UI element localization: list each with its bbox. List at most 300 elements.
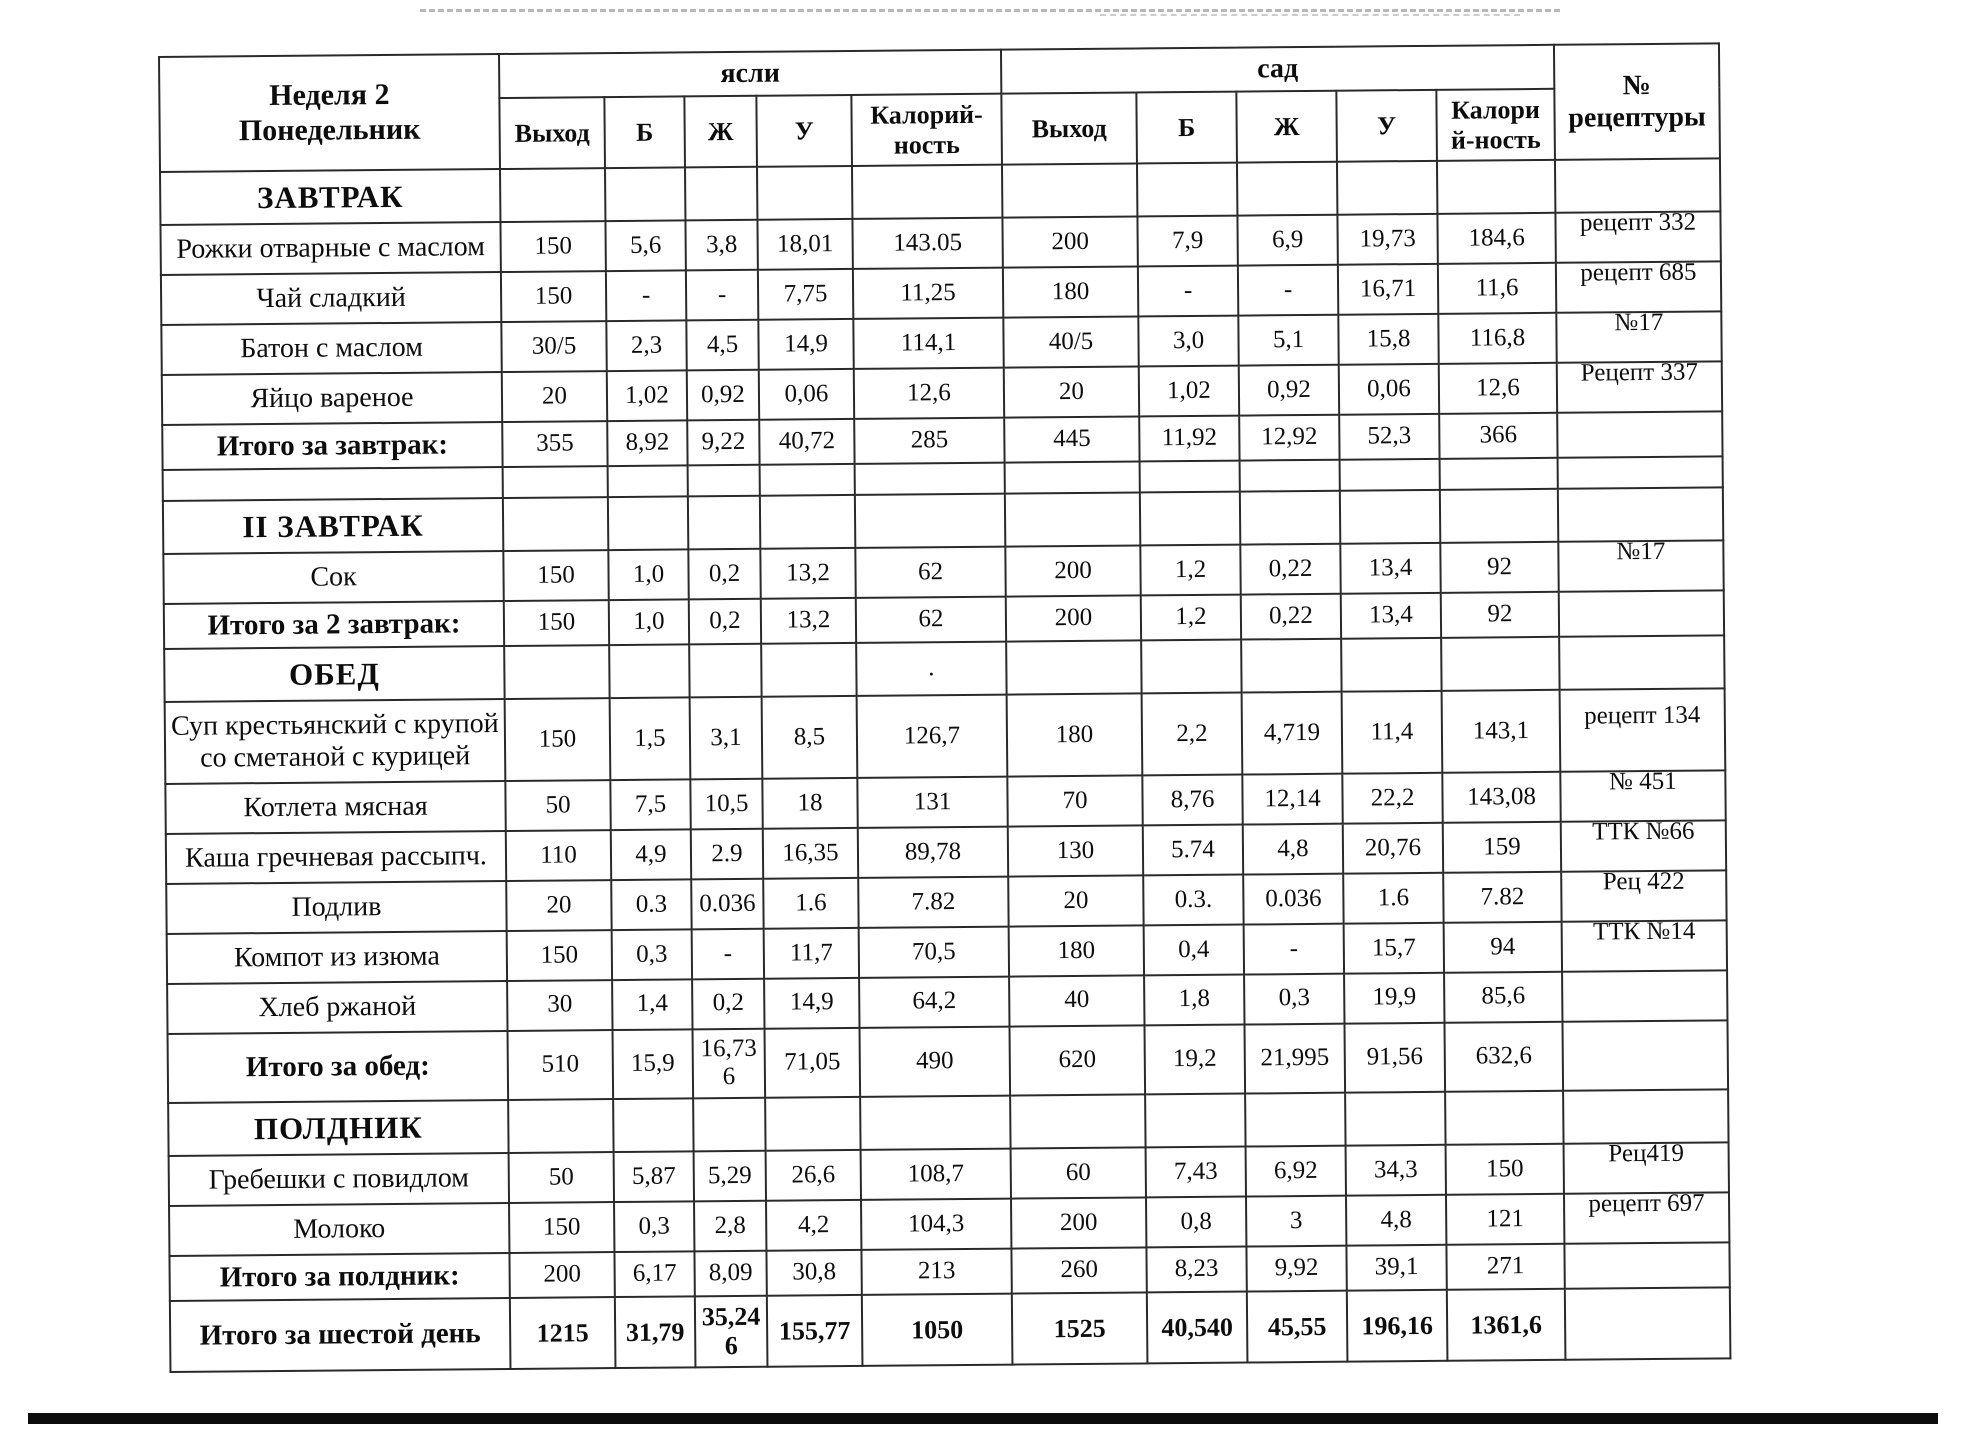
cell-sad-zh: -	[1238, 265, 1338, 316]
menu-table-wrapper	[158, 42, 1731, 1373]
cell-yasli-b: -	[606, 271, 686, 322]
cell-yasli-u: 0,06	[759, 369, 854, 420]
cell-yasli-u: 13,2	[760, 548, 855, 599]
cell-yasli-kcal: 213	[861, 1248, 1011, 1294]
cell-sad-vyhod: 180	[1007, 694, 1143, 777]
col-header-yasli-zh: Ж	[684, 96, 757, 168]
cell-sad-u: 15,8	[1338, 314, 1438, 365]
recipe-ref-text: рецепт 332	[1579, 208, 1697, 237]
cell-yasli-b: 0,3	[614, 1201, 694, 1252]
cell-yasli-vyhod	[504, 645, 609, 699]
cell-recipe-number	[1555, 208, 1720, 263]
cell-recipe-number	[1555, 159, 1720, 214]
cell-sad-zh: 0,22	[1241, 594, 1341, 640]
cell-sad-u	[1345, 1091, 1445, 1145]
cell-yasli-vyhod: 200	[509, 1252, 614, 1298]
cell-sad-b: -	[1138, 266, 1238, 317]
cell-yasli-b: 31,79	[615, 1296, 696, 1368]
cell-yasli-kcal: 70,5	[859, 926, 1009, 977]
cell-yasli-u	[760, 464, 855, 495]
cell-sad-b: 7,9	[1137, 216, 1237, 267]
cell-yasli-b	[608, 496, 688, 550]
cell-yasli-kcal: 89,78	[858, 827, 1008, 878]
cell-sad-vyhod: 200	[1011, 1197, 1146, 1248]
cell-yasli-b: 2,3	[606, 321, 686, 372]
cell-sad-zh	[1240, 490, 1340, 544]
cell-sad-u	[1337, 161, 1437, 215]
cell-yasli-zh: -	[686, 270, 758, 321]
cell-dish-name: Батон с маслом	[161, 322, 501, 375]
col-header-sad-vyhod: Выход	[1001, 92, 1137, 164]
cell-dish-name: II ЗАВТРАК	[163, 498, 503, 554]
cell-yasli-u	[757, 166, 852, 220]
cell-sad-kcal: 143,1	[1442, 690, 1561, 773]
cell-recipe-number	[1564, 1189, 1729, 1243]
cell-yasli-u: 14,9	[764, 978, 859, 1029]
cell-sad-b: 8,76	[1142, 775, 1242, 826]
col-header-yasli-b: Б	[604, 96, 685, 168]
cell-sad-kcal	[1440, 488, 1558, 542]
cell-dish-name: Итого за полдник:	[169, 1253, 509, 1301]
cell-sad-vyhod	[1002, 164, 1137, 219]
cell-sad-vyhod: 20	[1004, 367, 1139, 418]
cell-yasli-vyhod: 150	[503, 550, 608, 601]
cell-dish-name: Котлета мясная	[165, 781, 505, 834]
cell-yasli-b: 1,5	[610, 698, 691, 781]
cell-sad-b: 2,2	[1142, 693, 1243, 776]
cell-yasli-b: 6,17	[614, 1251, 694, 1297]
cell-yasli-zh: 0.036	[691, 879, 763, 930]
cell-sad-u: 4,8	[1346, 1195, 1446, 1246]
cell-yasli-u	[760, 495, 855, 549]
cell-sad-zh: -	[1244, 923, 1344, 974]
cell-yasli-u: 30,8	[766, 1250, 861, 1296]
recipe-ref-text: рецепт 685	[1580, 258, 1697, 287]
cell-recipe-number	[1563, 1089, 1728, 1144]
cell-sad-u: 52,3	[1339, 414, 1439, 460]
cell-sad-zh: 0,3	[1244, 973, 1344, 1024]
cell-sad-vyhod: 620	[1009, 1025, 1145, 1095]
cell-yasli-b: 4,9	[611, 829, 691, 880]
cell-sad-vyhod: 40/5	[1003, 317, 1138, 368]
cell-yasli-b	[605, 168, 685, 222]
cell-recipe-number	[1564, 1242, 1729, 1288]
cell-yasli-zh: 35,246	[695, 1296, 768, 1368]
cell-yasli-kcal	[860, 1095, 1010, 1150]
cell-sad-u: 39,1	[1346, 1245, 1446, 1291]
cell-recipe-number	[1560, 689, 1726, 772]
cell-dish-name: Компот из изюма	[167, 931, 507, 984]
cell-yasli-zh: 9,22	[687, 420, 759, 466]
cell-yasli-zh: -	[692, 929, 764, 980]
cell-yasli-b: 1,0	[608, 549, 688, 600]
cell-sad-zh: 9,92	[1246, 1245, 1346, 1291]
cell-yasli-b: 0.3	[611, 879, 691, 930]
cell-yasli-b: 1,0	[609, 599, 689, 645]
cell-sad-u	[1340, 489, 1440, 543]
cell-sad-kcal	[1440, 458, 1558, 490]
cell-yasli-u: 13,2	[761, 598, 856, 644]
cell-sad-u: 91,56	[1344, 1022, 1445, 1092]
cell-yasli-kcal: 143.05	[852, 218, 1002, 269]
cell-sad-zh	[1237, 162, 1337, 216]
cell-yasli-u: 16,35	[763, 828, 858, 879]
cell-sad-vyhod: 200	[1002, 217, 1137, 268]
cell-sad-u: 19,9	[1344, 973, 1444, 1024]
cell-sad-b: 1,2	[1140, 545, 1240, 596]
cell-sad-b: 19,2	[1144, 1024, 1245, 1094]
cell-yasli-kcal: 1050	[862, 1293, 1013, 1366]
cell-sad-b: 40,540	[1147, 1291, 1248, 1363]
cell-yasli-b: 0,3	[612, 929, 692, 980]
cell-yasli-b: 5,87	[614, 1151, 694, 1202]
cell-yasli-vyhod	[508, 1099, 613, 1153]
cell-recipe-number	[1558, 487, 1723, 542]
cell-yasli-u: 18,01	[757, 219, 852, 270]
cell-dish-name: Итого за обед:	[168, 1031, 509, 1103]
cell-yasli-u	[761, 643, 856, 697]
cell-yasli-kcal: 126,7	[857, 695, 1008, 778]
cell-yasli-kcal: 131	[857, 777, 1007, 828]
cell-yasli-zh: 8,09	[694, 1250, 766, 1296]
cell-sad-zh: 12,14	[1242, 774, 1342, 825]
cell-sad-vyhod	[1005, 462, 1140, 494]
cell-sad-vyhod: 200	[1006, 595, 1141, 641]
col-header-yasli-kcal: Калорий-ность	[851, 94, 1002, 167]
col-header-sad-kcal: Калори й-ность	[1436, 89, 1555, 161]
cell-yasli-vyhod: 150	[504, 600, 609, 646]
cell-yasli-b	[608, 466, 688, 497]
cell-yasli-zh: 2.9	[691, 829, 763, 880]
day-label: Понедельник	[238, 112, 421, 147]
cell-yasli-zh	[689, 644, 761, 698]
cell-yasli-kcal	[855, 493, 1005, 548]
cell-sad-b: 1,8	[1144, 974, 1244, 1025]
cell-dish-name: Яйцо вареное	[162, 372, 502, 425]
cell-sad-zh: 6,9	[1237, 215, 1337, 266]
cell-recipe-number	[1558, 537, 1723, 591]
cell-recipe-number	[1562, 917, 1727, 971]
cell-yasli-kcal: .	[856, 642, 1006, 697]
cell-sad-vyhod: 260	[1011, 1247, 1146, 1293]
cell-yasli-kcal: 104,3	[861, 1198, 1011, 1249]
cell-dish-name: ОБЕД	[164, 646, 504, 702]
cell-yasli-vyhod: 20	[506, 880, 611, 931]
cell-sad-vyhod: 40	[1009, 975, 1144, 1026]
cell-sad-u: 196,16	[1347, 1290, 1448, 1362]
cell-sad-u: 19,73	[1337, 214, 1437, 265]
recipe-ref-text: рецепт 134	[1584, 701, 1701, 730]
cell-sad-kcal: 121	[1446, 1194, 1564, 1245]
col-header-yasli-u: У	[756, 95, 852, 167]
cell-yasli-kcal: 11,25	[853, 268, 1003, 319]
cell-sad-u: 13,4	[1341, 593, 1441, 639]
cell-yasli-vyhod: 50	[505, 780, 610, 831]
cell-sad-kcal: 150	[1446, 1144, 1564, 1195]
recipe-ref-text: рецепт 697	[1588, 1189, 1705, 1218]
cell-dish-name: Чай сладкий	[161, 272, 501, 325]
cell-sad-vyhod: 130	[1008, 825, 1143, 876]
scan-artifact-dashes	[1100, 14, 1520, 16]
cell-sad-kcal	[1437, 160, 1555, 214]
recipe-number-header: № рецептуры	[1554, 43, 1720, 160]
cell-yasli-b	[613, 1098, 693, 1152]
cell-yasli-zh: 0,2	[689, 599, 761, 645]
cell-recipe-number	[1561, 867, 1726, 921]
cell-sad-b	[1137, 163, 1237, 217]
cell-sad-kcal	[1441, 637, 1559, 691]
cell-sad-zh: 45,55	[1247, 1290, 1348, 1362]
cell-sad-u: 34,3	[1346, 1145, 1446, 1196]
cell-yasli-vyhod: 1215	[510, 1297, 616, 1369]
cell-sad-b	[1140, 491, 1240, 545]
cell-yasli-vyhod: 110	[506, 830, 611, 881]
recipe-ref-text: ТТК №66	[1592, 817, 1695, 846]
cell-yasli-vyhod: 50	[509, 1152, 614, 1203]
cell-yasli-b: 1,4	[612, 979, 692, 1030]
cell-yasli-u: 11,7	[764, 928, 859, 979]
cell-yasli-u: 4,2	[766, 1200, 861, 1251]
cell-dish-name: Гребешки с повидлом	[169, 1153, 509, 1206]
cell-recipe-number	[1559, 635, 1724, 690]
cell-yasli-u: 71,05	[765, 1028, 861, 1098]
cell-yasli-kcal: 490	[860, 1026, 1011, 1096]
cell-yasli-kcal: 62	[856, 597, 1006, 643]
week-day-header	[159, 54, 500, 172]
cell-sad-zh: 3	[1246, 1196, 1346, 1247]
cell-sad-u	[1341, 638, 1441, 692]
cell-yasli-kcal: 12,6	[854, 368, 1004, 419]
cell-yasli-zh	[688, 465, 760, 496]
cell-yasli-vyhod: 355	[502, 421, 607, 467]
cell-sad-u: 15,7	[1344, 923, 1444, 974]
cell-yasli-u: 7,75	[758, 269, 853, 320]
cell-sad-vyhod: 20	[1008, 875, 1143, 926]
cell-sad-b: 8,23	[1146, 1246, 1246, 1292]
cell-yasli-u: 155,77	[767, 1295, 863, 1367]
cell-sad-zh: 0,92	[1239, 365, 1339, 416]
cell-yasli-kcal: 114,1	[853, 318, 1003, 369]
cell-recipe-number	[1558, 457, 1723, 489]
cell-sad-b: 0,4	[1144, 924, 1244, 975]
recipe-ref-text: №17	[1614, 308, 1664, 337]
recipe-ref-text: Рец419	[1608, 1139, 1685, 1168]
cell-yasli-u: 18	[762, 778, 857, 829]
cell-sad-vyhod: 180	[1009, 925, 1144, 976]
cell-sad-kcal: 94	[1444, 922, 1562, 973]
cell-yasli-vyhod: 150	[505, 698, 611, 781]
cell-recipe-number	[1561, 817, 1726, 871]
cell-sad-u: 13,4	[1340, 543, 1440, 594]
cell-sad-zh: 21,995	[1244, 1023, 1345, 1093]
cell-yasli-vyhod: 150	[501, 271, 606, 322]
cell-yasli-zh: 3,8	[685, 220, 757, 271]
cell-yasli-zh	[693, 1097, 765, 1151]
cell-recipe-number	[1557, 358, 1722, 413]
group-header-sad: сад	[1001, 45, 1554, 94]
cell-yasli-kcal: 7.82	[858, 877, 1008, 928]
recipe-ref-text: ТТК №14	[1592, 917, 1696, 946]
cell-yasli-zh: 0,2	[692, 978, 764, 1029]
cell-sad-u: 22,2	[1342, 773, 1442, 824]
cell-yasli-u: 8,5	[762, 696, 858, 779]
cell-sad-u: 16,71	[1338, 264, 1438, 315]
col-header-sad-b: Б	[1136, 91, 1237, 163]
cell-sad-kcal: 7.82	[1443, 872, 1561, 923]
cell-sad-b: 7,43	[1146, 1146, 1246, 1197]
cell-yasli-vyhod	[503, 497, 608, 551]
cell-yasli-zh: 0,92	[687, 370, 759, 421]
cell-yasli-vyhod: 30	[507, 980, 612, 1031]
cell-yasli-vyhod: 150	[509, 1202, 614, 1253]
cell-yasli-u: 1.6	[763, 878, 858, 929]
cell-yasli-b: 5,6	[605, 221, 685, 272]
cell-yasli-zh: 5,29	[694, 1151, 766, 1202]
cell-sad-kcal: 271	[1446, 1244, 1564, 1290]
cell-dish-name: Итого за шестой день	[170, 1298, 511, 1372]
cell-sad-kcal: 159	[1443, 822, 1561, 873]
cell-yasli-b: 1,02	[607, 371, 687, 422]
cell-yasli-kcal: 62	[855, 547, 1005, 598]
cell-sad-u: 0,06	[1339, 364, 1439, 415]
cell-recipe-number	[1562, 970, 1727, 1021]
cell-sad-vyhod	[1010, 1094, 1145, 1149]
cell-yasli-vyhod	[500, 168, 605, 222]
cell-sad-zh	[1240, 460, 1340, 491]
cell-dish-name: Сок	[163, 551, 503, 604]
cell-yasli-zh	[685, 167, 757, 221]
col-header-yasli-vyhod: Выход	[499, 97, 605, 169]
cell-yasli-zh: 10,5	[690, 779, 762, 830]
cell-yasli-kcal: 108,7	[861, 1149, 1011, 1200]
cell-sad-kcal: 184,6	[1437, 213, 1555, 264]
cell-yasli-b: 8,92	[607, 421, 687, 467]
cell-yasli-zh: 4,5	[686, 320, 758, 371]
cell-dish-name	[163, 467, 503, 500]
cell-yasli-kcal: 64,2	[859, 976, 1009, 1027]
cell-dish-name: Итого за 2 завтрак:	[164, 601, 504, 649]
cell-sad-b: 5.74	[1143, 825, 1243, 876]
cell-recipe-number	[1557, 411, 1722, 457]
cell-yasli-kcal	[852, 165, 1002, 220]
cell-yasli-vyhod: 150	[507, 930, 612, 981]
cell-yasli-zh	[688, 495, 760, 549]
cell-sad-u	[1340, 459, 1440, 490]
cell-sad-kcal: 143,08	[1442, 772, 1560, 823]
cell-yasli-zh: 2,8	[694, 1201, 766, 1252]
cell-yasli-zh: 3,1	[690, 697, 763, 779]
cell-yasli-vyhod: 20	[502, 371, 607, 422]
cell-yasli-kcal: 285	[854, 418, 1004, 464]
menu-table-body	[160, 159, 1730, 1372]
cell-sad-b	[1141, 640, 1241, 694]
cell-sad-vyhod: 200	[1005, 545, 1140, 596]
cell-sad-kcal: 12,6	[1439, 363, 1557, 414]
cell-yasli-vyhod: 150	[500, 222, 605, 273]
cell-sad-zh	[1241, 639, 1341, 693]
scanner-edge-bar	[28, 1413, 1938, 1424]
cell-sad-vyhod	[1005, 492, 1140, 547]
cell-dish-name: ПОЛДНИК	[168, 1100, 508, 1156]
cell-yasli-b: 15,9	[613, 1029, 694, 1099]
cell-sad-kcal: 11,6	[1438, 263, 1556, 314]
cell-yasli-vyhod	[503, 466, 608, 497]
cell-dish-name: ЗАВТРАК	[160, 169, 500, 225]
cell-dish-name: Суп крестьянский с крупой со сметаной с курицей	[165, 699, 506, 784]
cell-recipe-number	[1565, 1287, 1731, 1360]
cell-yasli-u: 40,72	[759, 419, 854, 465]
menu-table	[158, 42, 1731, 1373]
cell-sad-zh: 5,1	[1238, 315, 1338, 366]
col-header-sad-zh: Ж	[1236, 91, 1337, 163]
cell-sad-kcal: 366	[1439, 413, 1557, 459]
cell-recipe-number	[1556, 258, 1721, 313]
cell-dish-name: Итого за завтрак:	[162, 422, 502, 470]
cell-yasli-zh: 0,2	[688, 549, 760, 600]
cell-yasli-kcal	[855, 463, 1005, 495]
cell-yasli-u: 14,9	[758, 319, 853, 370]
cell-sad-kcal: 85,6	[1444, 971, 1562, 1022]
cell-sad-zh: 4,8	[1243, 824, 1343, 875]
cell-yasli-zh: 16,736	[693, 1028, 766, 1098]
cell-sad-b: 1,02	[1139, 366, 1239, 417]
cell-sad-b	[1140, 461, 1240, 492]
cell-sad-u: 20,76	[1343, 823, 1443, 874]
cell-sad-kcal: 1361,6	[1447, 1289, 1566, 1361]
cell-sad-zh	[1245, 1092, 1345, 1146]
cell-sad-u: 1.6	[1343, 873, 1443, 924]
cell-yasli-u	[765, 1097, 860, 1151]
cell-sad-zh: 12,92	[1239, 415, 1339, 461]
recipe-ref-text: №17	[1616, 537, 1666, 565]
cell-yasli-b: 7,5	[610, 779, 690, 830]
cell-dish-name: Каша гречневая рассыпч.	[166, 831, 506, 884]
cell-yasli-vyhod: 30/5	[501, 321, 606, 372]
menu-row	[170, 1287, 1731, 1372]
cell-sad-zh: 0,22	[1240, 544, 1340, 595]
cell-sad-vyhod	[1006, 640, 1141, 695]
menu-row	[165, 689, 1726, 784]
cell-sad-kcal: 632,6	[1444, 1021, 1563, 1091]
cell-dish-name: Подлив	[166, 881, 506, 934]
cell-sad-vyhod: 60	[1011, 1147, 1146, 1198]
recipe-ref-text: Рец 422	[1602, 867, 1685, 896]
cell-dish-name: Молоко	[169, 1203, 509, 1256]
cell-sad-u: 11,4	[1342, 691, 1443, 774]
cell-sad-zh: 4,719	[1242, 692, 1343, 775]
cell-sad-b: 0,8	[1146, 1196, 1246, 1247]
recipe-ref-text: № 451	[1608, 767, 1677, 796]
week-label: Неделя 2	[269, 78, 390, 113]
scan-artifact-dashes	[420, 9, 1560, 12]
cell-recipe-number	[1556, 308, 1721, 363]
cell-recipe-number	[1560, 767, 1725, 821]
cell-sad-vyhod: 1525	[1012, 1292, 1148, 1364]
cell-sad-kcal: 116,8	[1438, 313, 1556, 364]
cell-sad-vyhod: 180	[1003, 267, 1138, 318]
cell-yasli-vyhod: 510	[508, 1030, 614, 1100]
cell-sad-kcal: 92	[1441, 592, 1559, 638]
cell-sad-vyhod: 70	[1007, 776, 1142, 827]
cell-recipe-number	[1559, 590, 1724, 636]
cell-dish-name: Рожки отварные с маслом	[160, 223, 500, 276]
cell-sad-b: 11,92	[1139, 416, 1239, 462]
cell-sad-kcal: 92	[1440, 542, 1558, 593]
group-header-yasli: ясли	[499, 50, 1001, 98]
recipe-ref-text: Рецепт 337	[1580, 358, 1699, 387]
col-header-sad-u: У	[1336, 90, 1437, 162]
cell-dish-name: Хлеб ржаной	[167, 981, 507, 1034]
